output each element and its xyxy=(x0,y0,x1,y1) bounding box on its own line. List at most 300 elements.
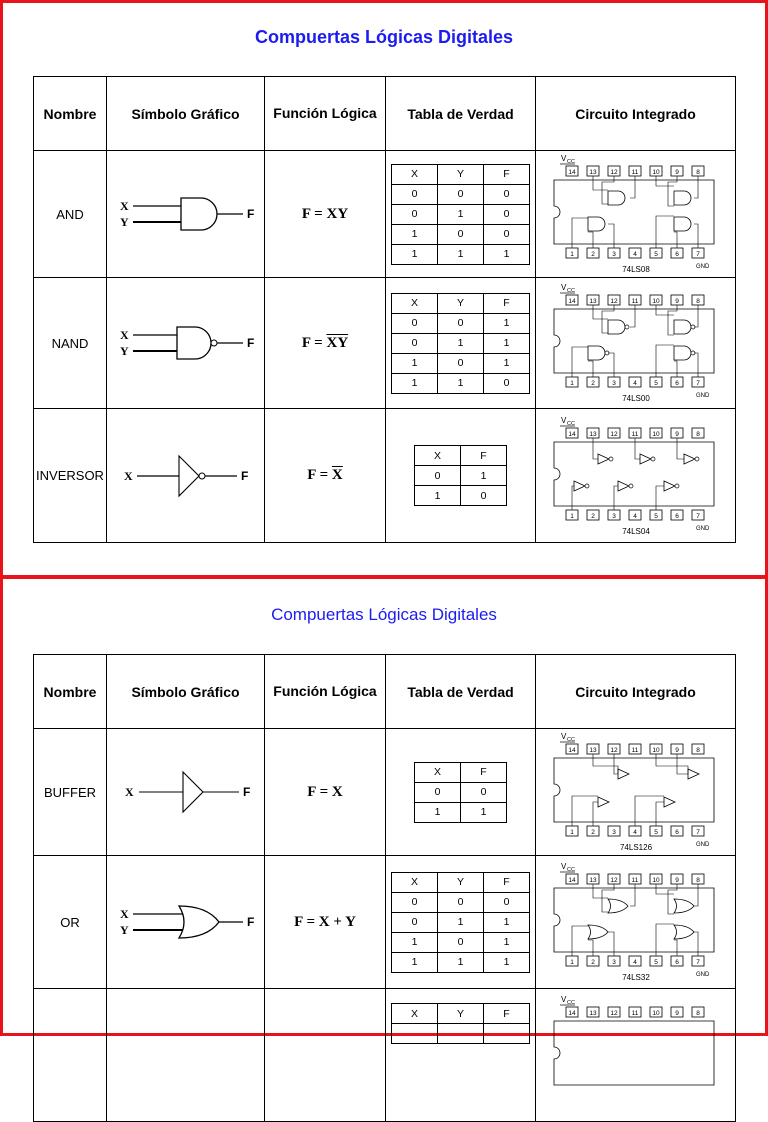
truth-value: 1 xyxy=(484,353,530,373)
ic-wire xyxy=(694,305,698,327)
vcc-label: V xyxy=(560,862,566,871)
ic-wire xyxy=(656,176,674,186)
pin-number: 4 xyxy=(632,380,637,387)
truth-value: 1 xyxy=(461,466,507,486)
ic-wire xyxy=(656,216,674,248)
pin-number: 1 xyxy=(569,251,574,258)
truth-value: 1 xyxy=(461,802,507,822)
ic-wire xyxy=(593,305,608,319)
truth-value: 0 xyxy=(438,184,484,204)
gates-table xyxy=(33,654,736,1122)
pin-number: 6 xyxy=(674,512,679,520)
pin-number: 10 xyxy=(651,169,660,176)
pin-number: 9 xyxy=(674,1010,679,1017)
pin-number: 5 xyxy=(653,512,658,520)
pin-number: 2 xyxy=(590,380,595,387)
ic-wire xyxy=(593,438,598,459)
pin-number: 3 xyxy=(611,380,616,387)
truth-header: F xyxy=(461,762,507,782)
truth-value: 1 xyxy=(392,353,438,373)
truth-table xyxy=(391,293,530,394)
pin-number: 11 xyxy=(631,1010,638,1017)
vcc-label: V xyxy=(560,415,566,425)
pin-number: 11 xyxy=(631,877,638,884)
function-negated-term: $\overline{X}$ xyxy=(331,467,343,483)
inverter-gate-icon xyxy=(111,446,261,506)
pin-number: 6 xyxy=(674,380,679,387)
table-row xyxy=(34,409,736,543)
input-y-label: Y xyxy=(119,923,129,937)
ic-wire xyxy=(588,361,593,377)
bubble-icon xyxy=(625,325,629,329)
truth-value: 0 xyxy=(438,932,484,952)
truth-value: 0 xyxy=(438,313,484,333)
bubble-icon xyxy=(609,457,613,461)
ic-wire xyxy=(656,884,674,894)
truth-cell xyxy=(386,151,536,278)
input-y-label: Y xyxy=(119,215,129,229)
inverter-icon xyxy=(688,769,699,779)
ic-cell xyxy=(536,409,736,543)
pin-number: 11 xyxy=(631,747,638,754)
truth-header: F xyxy=(461,446,507,466)
bubble-icon xyxy=(585,484,589,488)
truth-value: 0 xyxy=(484,224,530,244)
header-simbolo: Símbolo Gráfico xyxy=(107,655,265,729)
inverter-icon xyxy=(664,797,675,807)
ic-wire xyxy=(630,305,635,327)
ic-74ls00-diagram xyxy=(546,281,726,405)
ic-wire xyxy=(677,754,688,774)
ic-wire xyxy=(656,305,674,315)
vcc-label: V xyxy=(560,732,566,741)
pin-number: 12 xyxy=(609,877,618,884)
truth-value: 0 xyxy=(438,892,484,912)
ic-wire xyxy=(656,345,674,377)
truth-value: 1 xyxy=(484,313,530,333)
pin-number: 2 xyxy=(590,829,595,836)
pin-number: 10 xyxy=(651,877,660,884)
inverter-icon xyxy=(618,481,629,491)
chip-label: 74LS126 xyxy=(619,843,652,852)
and-gate-icon xyxy=(608,191,625,205)
gate-name: OR xyxy=(34,856,107,989)
ic-body xyxy=(554,888,714,952)
ic-diagram xyxy=(546,993,726,1117)
inverter-icon xyxy=(574,481,585,491)
truth-header: Y xyxy=(438,872,484,892)
logic-function: F = X + Y xyxy=(294,913,356,930)
buffer-gate-icon xyxy=(111,762,261,822)
table-row xyxy=(34,278,736,409)
truth-value: 1 xyxy=(484,932,530,952)
ic-74ls32-diagram xyxy=(546,860,726,984)
pin-number: 14 xyxy=(567,747,576,754)
pin-number: 4 xyxy=(632,512,637,520)
ic-wire xyxy=(635,438,640,459)
and-gate-icon xyxy=(111,184,261,244)
truth-value: 0 xyxy=(392,184,438,204)
header-tabla: Tabla de Verdad xyxy=(386,655,536,729)
table-header-row xyxy=(34,77,736,151)
ic-wire xyxy=(694,884,698,906)
truth-value: 0 xyxy=(392,204,438,224)
pin-number: 2 xyxy=(590,251,595,258)
truth-value: 0 xyxy=(415,466,461,486)
truth-value: 0 xyxy=(392,333,438,353)
ic-74ls126-diagram xyxy=(546,730,726,854)
table-header-row xyxy=(34,655,736,729)
header-nombre: Nombre xyxy=(34,77,107,151)
input-x-label: X xyxy=(119,328,129,342)
and-gate-icon xyxy=(674,346,691,360)
truth-value: 1 xyxy=(415,486,461,506)
gate-name: AND xyxy=(34,151,107,278)
page-title: Compuertas Lógicas Digitales xyxy=(271,605,497,624)
pin-number: 6 xyxy=(674,829,679,836)
truth-header: X xyxy=(415,762,461,782)
pin-number: 10 xyxy=(651,298,660,305)
function-cell xyxy=(265,989,386,1122)
gnd-label: GND xyxy=(695,842,709,848)
truth-table xyxy=(414,762,507,823)
pin-number: 9 xyxy=(674,169,679,176)
ic-cell xyxy=(536,989,736,1122)
truth-value: 1 xyxy=(438,952,484,972)
chip-label: 74LS32 xyxy=(621,973,650,982)
or-gate-icon xyxy=(588,925,608,939)
pin-number: 14 xyxy=(567,1010,576,1017)
gnd-label: GND xyxy=(695,264,709,270)
inverter-icon xyxy=(640,454,651,464)
truth-value: 1 xyxy=(392,224,438,244)
pin-number: 6 xyxy=(674,251,679,258)
truth-header: Y xyxy=(438,164,484,184)
header-funcion: Función Lógica xyxy=(265,77,386,151)
pin-number: 8 xyxy=(695,877,700,884)
bubble-icon xyxy=(629,484,633,488)
truth-value: 1 xyxy=(484,333,530,353)
ic-wire xyxy=(588,940,593,956)
page-title: Compuertas Lógicas Digitales xyxy=(254,27,514,47)
ic-wire xyxy=(674,361,677,377)
ic-body xyxy=(554,180,714,244)
truth-value: 1 xyxy=(484,952,530,972)
ic-wire xyxy=(635,796,664,826)
pin-number: 13 xyxy=(588,430,597,438)
pin-number: 8 xyxy=(695,1010,700,1017)
pin-number: 8 xyxy=(695,298,700,305)
chip-label: 74LS08 xyxy=(621,265,650,274)
header-funcion: Función Lógica xyxy=(265,655,386,729)
pin-number: 10 xyxy=(651,1010,660,1017)
header-circuito: Circuito Integrado xyxy=(536,655,736,729)
pin-number: 1 xyxy=(569,512,574,520)
header-tabla: Tabla de Verdad xyxy=(386,77,536,151)
vcc-label: V xyxy=(560,154,566,163)
truth-cell xyxy=(386,856,536,989)
output-f-label: F xyxy=(246,207,254,221)
pin-number: 7 xyxy=(695,380,700,387)
truth-value: 1 xyxy=(438,204,484,224)
vcc-subscript: CC xyxy=(566,1000,575,1006)
truth-value: 0 xyxy=(438,224,484,244)
bubble-icon xyxy=(675,484,679,488)
ic-wire xyxy=(630,176,635,198)
truth-header: X xyxy=(392,872,438,892)
pin-number: 10 xyxy=(651,747,660,754)
truth-value xyxy=(438,1024,484,1044)
pin-number: 3 xyxy=(611,512,616,520)
truth-header: X xyxy=(392,1004,438,1024)
ic-wire xyxy=(656,802,664,826)
vcc-label: V xyxy=(560,283,566,292)
truth-table xyxy=(414,445,507,506)
input-x-label: X xyxy=(119,199,129,213)
inverter-icon xyxy=(684,454,695,464)
output-f-label: F xyxy=(240,468,248,483)
and-gate-icon xyxy=(588,346,605,360)
pin-number: 9 xyxy=(674,747,679,754)
function-cell xyxy=(265,151,386,278)
ic-wire xyxy=(674,232,677,248)
pin-number: 12 xyxy=(609,298,618,305)
logic-function xyxy=(302,335,348,351)
and-gate-icon xyxy=(588,217,605,231)
ic-wire xyxy=(572,218,588,248)
page-2 xyxy=(0,576,768,1036)
pin-number: 4 xyxy=(632,959,637,966)
truth-value: 0 xyxy=(415,782,461,802)
function-cell xyxy=(265,729,386,856)
gnd-label: GND xyxy=(695,972,709,978)
header-nombre: Nombre xyxy=(34,655,107,729)
input-y-label: Y xyxy=(119,344,129,358)
truth-cell xyxy=(386,409,536,543)
pin-number: 2 xyxy=(590,959,595,966)
symbol-cell xyxy=(107,409,265,543)
pin-number: 2 xyxy=(590,512,595,520)
ic-wire xyxy=(593,802,598,826)
pin-number: 7 xyxy=(695,959,700,966)
output-f-label: F xyxy=(246,915,254,929)
symbol-cell xyxy=(107,989,265,1122)
input-x-label: X xyxy=(123,468,133,483)
truth-value: 0 xyxy=(484,184,530,204)
input-x-label: X xyxy=(119,907,129,921)
symbol-cell xyxy=(107,151,265,278)
truth-value: 1 xyxy=(438,244,484,264)
and-gate-icon xyxy=(674,217,691,231)
truth-value: 0 xyxy=(392,892,438,912)
pin-number: 7 xyxy=(695,512,700,520)
pin-number: 5 xyxy=(653,251,658,258)
pin-number: 4 xyxy=(632,251,637,258)
truth-header: F xyxy=(484,1004,530,1024)
pin-number: 7 xyxy=(695,829,700,836)
function-prefix: F = xyxy=(301,334,327,351)
truth-value: 1 xyxy=(484,912,530,932)
pin-number: 5 xyxy=(653,829,658,836)
inverter-icon xyxy=(598,797,609,807)
table-row xyxy=(34,856,736,989)
gnd-label: GND xyxy=(695,393,709,399)
output-f-label: F xyxy=(242,785,250,799)
logic-function: F = X xyxy=(307,783,343,800)
truth-value: 0 xyxy=(392,313,438,333)
truth-value: 0 xyxy=(484,373,530,393)
logic-function: F = XY xyxy=(301,205,349,222)
ic-wire xyxy=(694,176,698,198)
ic-wire xyxy=(656,924,674,956)
inverter-icon xyxy=(664,481,675,491)
truth-header: X xyxy=(415,446,461,466)
truth-value: 0 xyxy=(461,486,507,506)
vcc-subscript: CC xyxy=(566,288,575,294)
ic-74ls08-diagram xyxy=(546,152,726,276)
table-row xyxy=(34,729,736,856)
pin-number: 4 xyxy=(632,829,637,836)
truth-value xyxy=(484,1024,530,1044)
pin-number: 7 xyxy=(695,251,700,258)
pin-number: 13 xyxy=(588,169,597,176)
pin-number: 8 xyxy=(695,169,700,176)
and-gate-icon xyxy=(674,191,691,205)
pin-number: 1 xyxy=(569,829,574,836)
pin-number: 3 xyxy=(611,959,616,966)
chip-label: 74LS00 xyxy=(621,394,650,403)
truth-value: 1 xyxy=(415,802,461,822)
truth-value xyxy=(392,1024,438,1044)
header-circuito: Circuito Integrado xyxy=(536,77,736,151)
ic-cell xyxy=(536,151,736,278)
pin-number: 5 xyxy=(653,380,658,387)
bubble-icon xyxy=(695,457,699,461)
pin-number: 9 xyxy=(674,298,679,305)
truth-value: 1 xyxy=(438,373,484,393)
or-gate-icon xyxy=(674,925,694,939)
vcc-subscript: CC xyxy=(566,420,575,427)
ic-wire xyxy=(674,940,677,956)
pin-number: 12 xyxy=(609,1010,618,1017)
gate-name xyxy=(34,989,107,1122)
pin-number: 11 xyxy=(631,430,638,438)
ic-wire xyxy=(588,232,593,248)
and-gate-icon xyxy=(674,320,691,334)
truth-cell xyxy=(386,729,536,856)
truth-header: F xyxy=(484,293,530,313)
pin-number: 5 xyxy=(653,959,658,966)
input-x-label: X xyxy=(124,785,134,799)
ic-cell xyxy=(536,278,736,409)
gates-table xyxy=(33,76,736,543)
truth-table xyxy=(391,164,530,265)
truth-value: 0 xyxy=(438,353,484,373)
function-negated-term: $\overline{XY}$ xyxy=(326,334,349,351)
pin-number: 12 xyxy=(609,169,618,176)
pin-number: 1 xyxy=(569,380,574,387)
pin-number: 11 xyxy=(631,298,638,305)
truth-cell xyxy=(386,278,536,409)
truth-value: 0 xyxy=(484,892,530,912)
or-gate-icon xyxy=(111,892,261,952)
table-row xyxy=(34,151,736,278)
ic-74ls04-diagram xyxy=(546,414,726,538)
inverter-icon xyxy=(618,769,629,779)
function-prefix: F = xyxy=(307,467,332,483)
pin-number: 9 xyxy=(674,430,679,438)
truth-header: F xyxy=(484,872,530,892)
ic-wire xyxy=(677,438,684,459)
gate-name: NAND xyxy=(34,278,107,409)
ic-wire xyxy=(593,176,608,190)
ic-body xyxy=(554,442,714,506)
pin-number: 6 xyxy=(674,959,679,966)
pin-number: 14 xyxy=(567,169,576,176)
truth-value: 0 xyxy=(392,912,438,932)
truth-value: 0 xyxy=(461,782,507,802)
truth-value: 0 xyxy=(484,204,530,224)
vcc-subscript: CC xyxy=(566,737,575,743)
ic-wire xyxy=(614,754,618,774)
ic-wire xyxy=(694,932,698,956)
pin-number: 3 xyxy=(611,251,616,258)
ic-body xyxy=(554,758,714,822)
truth-header: Y xyxy=(438,1004,484,1024)
pin-number: 9 xyxy=(674,877,679,884)
ic-wire xyxy=(608,932,614,956)
truth-value: 1 xyxy=(438,333,484,353)
truth-header: X xyxy=(392,293,438,313)
ic-cell xyxy=(536,856,736,989)
ic-wire xyxy=(572,926,588,956)
pin-number: 14 xyxy=(567,430,576,438)
or-gate-icon xyxy=(608,899,628,913)
header-simbolo: Símbolo Gráfico xyxy=(107,77,265,151)
gnd-label: GND xyxy=(695,525,709,532)
ic-body xyxy=(554,309,714,373)
symbol-cell xyxy=(107,856,265,989)
inverter-icon xyxy=(598,454,609,464)
function-cell xyxy=(265,856,386,989)
ic-wire xyxy=(656,754,688,774)
truth-value: 1 xyxy=(484,244,530,264)
gate-name: INVERSOR xyxy=(34,409,107,543)
pin-number: 1 xyxy=(569,959,574,966)
pin-number: 14 xyxy=(567,877,576,884)
pin-number: 12 xyxy=(609,747,618,754)
and-gate-icon xyxy=(608,320,625,334)
bubble-icon xyxy=(651,457,655,461)
ic-wire xyxy=(593,884,608,898)
ic-wire xyxy=(572,796,598,826)
pin-number: 13 xyxy=(588,747,597,754)
or-gate-icon xyxy=(674,899,694,913)
logic-function xyxy=(307,467,343,483)
pin-number: 14 xyxy=(567,298,576,305)
nand-gate-icon xyxy=(111,313,261,373)
vcc-label: V xyxy=(560,995,566,1004)
pin-number: 8 xyxy=(695,747,700,754)
pin-number: 13 xyxy=(588,877,597,884)
truth-value: 1 xyxy=(392,373,438,393)
pin-number: 11 xyxy=(631,169,638,176)
truth-header: F xyxy=(484,164,530,184)
truth-table xyxy=(391,872,530,973)
ic-cell xyxy=(536,729,736,856)
ic-body xyxy=(554,1021,714,1085)
truth-header: X xyxy=(392,164,438,184)
